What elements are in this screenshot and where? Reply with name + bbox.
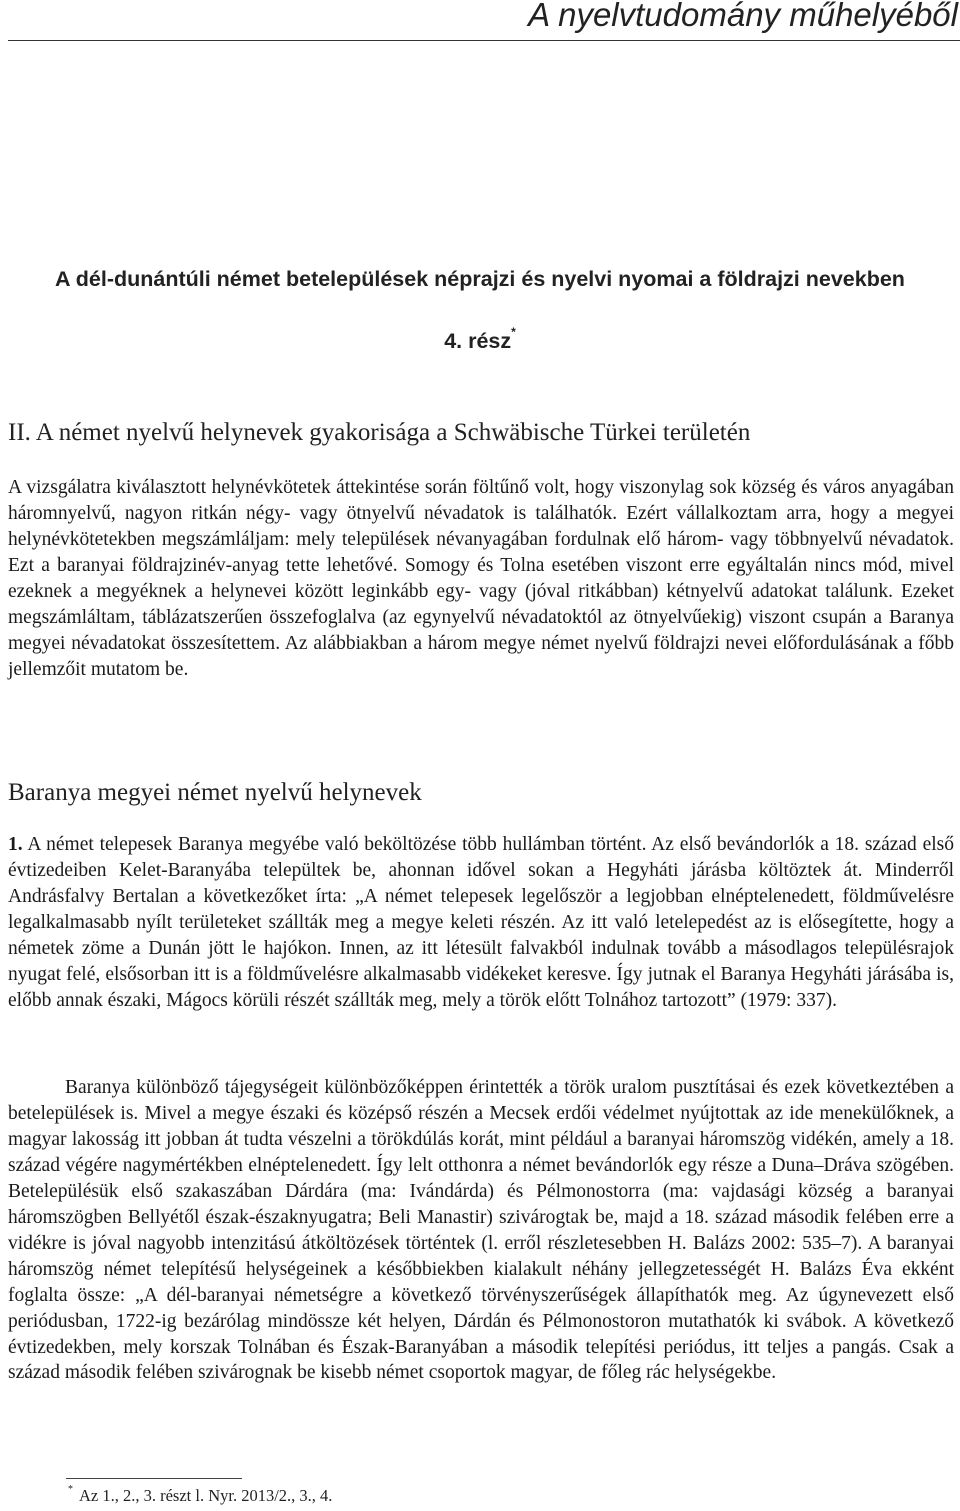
footnote-mark: * bbox=[68, 1484, 73, 1495]
footnote-rule bbox=[66, 1478, 242, 1479]
paragraph-text: A német telepesek Baranya megyébe való beköltözése több hullámban történt. Az első bevándorlók a 18. század első évtizedeiben Kelet-Baranyába települtek be, ahonnan idővel sokan a Hegyháti járásba költöztek át. Minderről Andrásfalvy Bertalan a következőket írta: „A német telepesek legelőször a legjobban elnéptelenedett, földművelésre legalkalmasabb nyílt területeket szállták meg a megye keleti részén. Az itt való letelepedést az is elősegítette, hogy a németek zöme a Dunán jött le hajókon. Innen, az itt létesült falvakból indulnak tovább a másodlagos településrajok nyugat felé, elsősorban itt is a földművelésre alkalmasabb vidékeket keresve. Így jutnak el Baranya Hegyháti járásába is, előbb annak északi, Mágocs körüli részét szállták meg, mely a török előtt Tolnához tartozott” (1979: 337). bbox=[8, 834, 954, 1011]
body-paragraph-1 bbox=[8, 832, 954, 1014]
running-head: A nyelvtudomány műhelyéből bbox=[528, 0, 958, 33]
body-paragraph-2: Baranya különböző tájegységeit különbözőképpen érintették a török uralom pusztításai és ezek következtében a betelepülések is. Mivel a megye északi és középső részén a Mecsek erdői védelmet nyújtottak az ide menekülőknek, a magyar lakosság itt jobban át tudta vészelni a törökdúlás korát, mint például a baranyai háromszög vidékén, amely a 18. század végére nagymértékben elnéptelenedett. Így lelt otthonra a német bevándorlók egy része a Duna–Dráva szögében. Betelepülésük első szakaszában Dárdára (ma: Ivándárda) és Pélmonostorra (ma: vajdasági község a baranyai háromszögben Bellyétől észak-északnyugatra; Beli Manastir) szivárogtak be, majd a 18. század második felében erre a vidékre is jóval nagyobb intenzitású átköltözések történtek (l. erről részletesebben H. Balázs 2002: 535–7). A baranyai háromszög német telepítésű helységeinek a későbbiekben kialakult néhány jellegzetességét H. Balázs Éva ekként foglalta össze: „A dél-baranyai németségre a következő törvényszerűségek állapíthatók meg. Az úgynevezett első periódusban, 1722-ig bezárólag mindössze két helyen, Dárdán és Pélmonostoron mutathatók ki svábok. A következő évtizedekben, mely korszak Tolnában és Észak-Baranyában a második telepítési periódus, itt teljes a pangás. Csak a század második felében szivárognak be kisebb német csoportok magyar, de főleg rác helységekbe. bbox=[8, 1077, 954, 1384]
header-rule bbox=[8, 40, 960, 41]
part-label bbox=[0, 325, 960, 354]
section-title: II. A német nyelvű helynevek gyakorisága a Schwäbische Türkei területén bbox=[8, 419, 751, 446]
footnote-reference: * bbox=[511, 325, 516, 339]
footnote-text: Az 1., 2., 3. részt l. Nyr. 2013/2., 3., 4. bbox=[79, 1486, 333, 1505]
paragraph-number: 1. bbox=[8, 834, 23, 855]
part-label-text: 4. rész bbox=[444, 329, 512, 353]
footnote bbox=[68, 1486, 332, 1506]
intro-paragraph: A vizsgálatra kiválasztott helynévkötetek áttekintése során föltűnő volt, hogy viszonylag sok község és város anyagában háromnyelvű, nagyon ritkán négy- vagy ötnyelvű névadatok is találhatók. Ezért vállalkoztam arra, hogy a megyei helynévkötetekben megszámláljam: mely települések névanyagában fordulnak elő három- vagy többnyelvű névadatok. Ezt a baranyai földrajzinév-anyag tette lehetővé. Somogy és Tolna esetében viszont erre egyáltalán nincs mód, mivel ezeknek a megyéknek a helynevei között leginkább egy- vagy (jóval ritkábban) kétnyelvű adatokat találunk. Ezeket megszámláltam, táblázatszerűen összefoglalva (az egynyelvű névadatoktól az ötnyelvűekig) viszont csupán a Baranya megyei névadatokat összesítettem. Az alábbiakban a három megye német nyelvű földrajzi nevei előfordulásának a főbb jellemzőit mutatom be. bbox=[8, 477, 954, 680]
article-title: A dél-dunántúli német betelepülések néprajzi és nyelvi nyomai a földrajzi nevekben bbox=[55, 267, 905, 291]
subsection-title: Baranya megyei német nyelvű helynevek bbox=[8, 779, 422, 806]
